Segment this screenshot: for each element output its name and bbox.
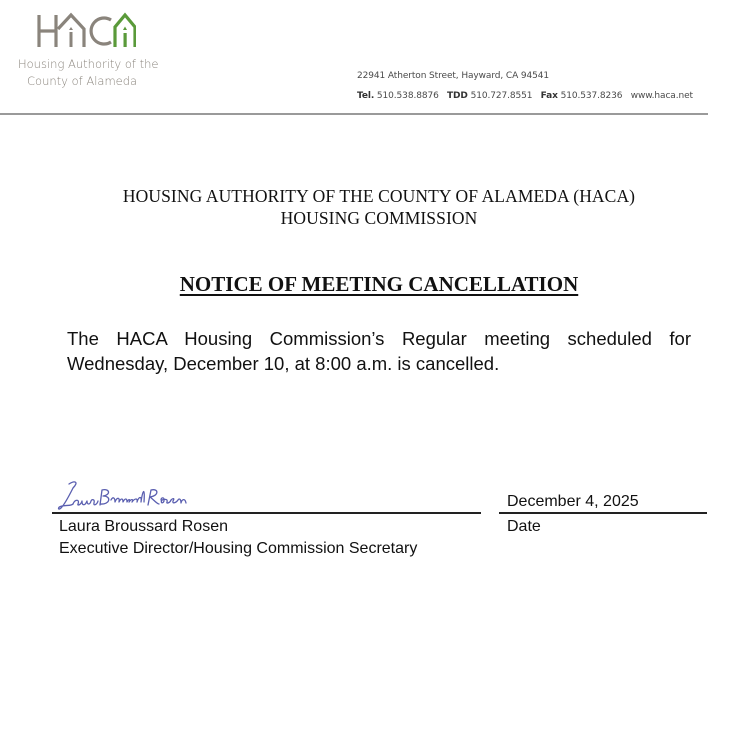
website-link[interactable]: www.haca.net xyxy=(630,91,693,101)
date-label: Date xyxy=(507,518,541,535)
header-divider xyxy=(0,113,708,115)
haca-logo-icon xyxy=(36,11,136,49)
signer-name: Laura Broussard Rosen xyxy=(59,518,228,535)
body-line1: The HACA Housing Commission’s Regular meeting scheduled for xyxy=(67,328,691,349)
tel-label: Tel. xyxy=(357,91,375,101)
org-name-logo-text xyxy=(18,56,159,90)
contact-numbers xyxy=(357,86,693,106)
date-line xyxy=(499,512,707,514)
notice-body xyxy=(67,326,691,376)
tel-number: 510.538.8876 xyxy=(376,91,439,101)
tdd-number: 510.727.8551 xyxy=(470,91,533,101)
street-address: 22941 Atherton Street, Hayward, CA 94541 xyxy=(357,71,550,81)
org-title-line2: HOUSING COMMISSION xyxy=(280,208,478,228)
signature-line xyxy=(52,512,481,514)
tdd-label: TDD xyxy=(447,91,468,101)
org-name-line1: Housing Authority of the xyxy=(18,57,159,71)
fax-label: Fax xyxy=(540,91,558,101)
fax-number: 510.537.8236 xyxy=(560,91,623,101)
signature-date: December 4, 2025 xyxy=(507,493,639,510)
contact-block xyxy=(357,66,693,106)
org-title-line1: HOUSING AUTHORITY OF THE COUNTY OF ALAMEDA (HACA) xyxy=(122,186,636,206)
org-name-line2: County of Alameda xyxy=(27,74,138,88)
body-line2: Wednesday, December 10, at 8:00 a.m. is cancelled. xyxy=(67,353,500,374)
signature-image xyxy=(55,478,205,514)
organization-title xyxy=(0,185,751,229)
signer-title: Executive Director/Housing Commission Secretary xyxy=(59,540,418,557)
notice-title: NOTICE OF MEETING CANCELLATION xyxy=(179,272,579,296)
